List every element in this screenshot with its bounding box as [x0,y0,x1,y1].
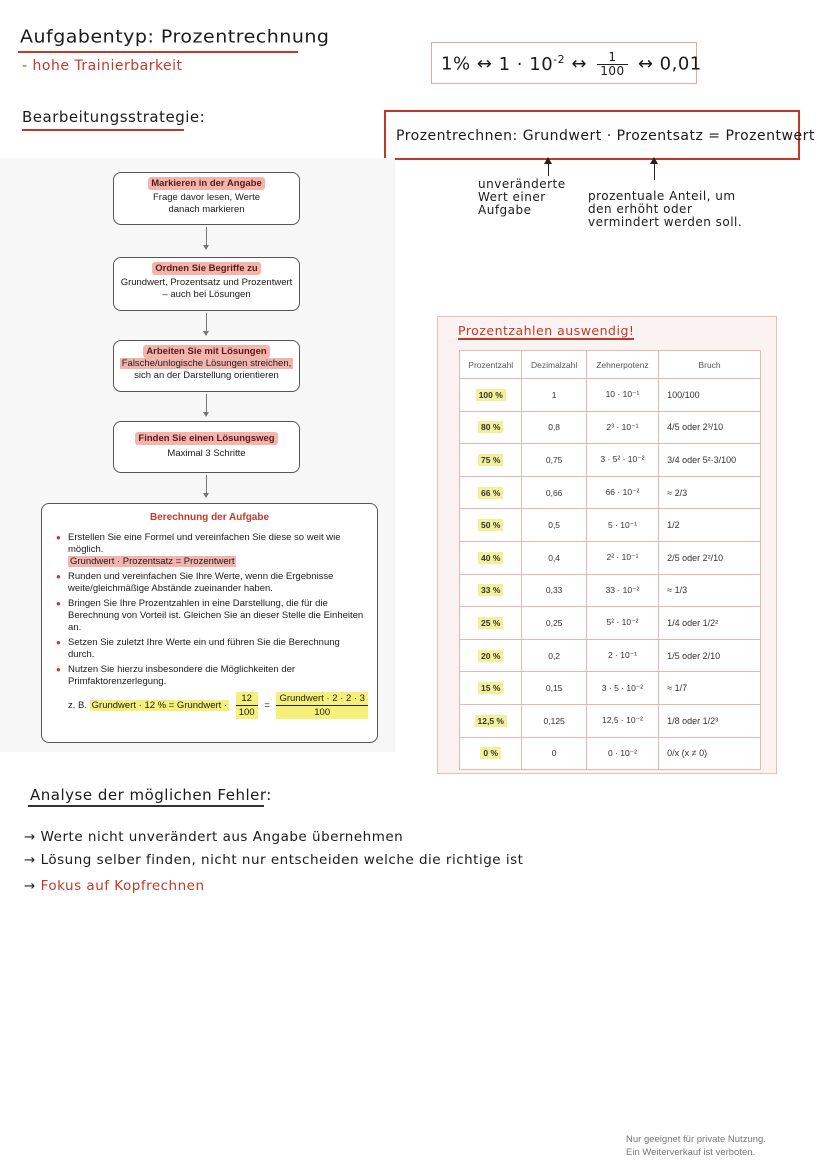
list-item: ● Runden und vereinfachen Sie Ihre Werte, wenn die Ergebnisse weite/gleichmäßige Abstände zueinander haben. [68,571,365,595]
note-prozentsatz: prozentuale Anteil, um den erhöht oder vermindert werden soll. [588,189,743,229]
flow-step-berechnung [41,503,378,743]
conversion-line [441,51,702,78]
arrow-down-icon [206,313,207,335]
analysis-heading: Analyse der möglichen Fehler: [30,786,272,804]
flow-step-text: Maximal 3 Schritte [167,448,246,459]
page-title: Aufgabentyp: Prozentrechnung [20,26,330,48]
cell-percent: 75 % [460,444,522,477]
cell-percent: 66 % [460,476,522,509]
flow-step-title: Finden Sie einen Lösungsweg [135,432,277,445]
arrow-icon: ↔ [476,53,493,75]
cell-fraction: 0/x (x ≠ 0) [659,737,761,770]
table-header-row [460,351,761,379]
flow-step-markieren [113,172,300,225]
column-header: Prozentzahl [460,351,522,379]
title-underline [18,51,298,53]
arrow-down-icon [206,394,207,416]
cell-power: 33 · 10⁻² [586,574,658,607]
note-grundwert: unveränderte Wert einer Aufgabe [478,177,566,217]
cell-decimal: 0,5 [522,509,586,542]
strategy-heading: Bearbeitungsstrategie: [22,108,206,126]
cell-fraction: 100/100 [659,379,761,412]
column-header: Zehnerpotenz [586,351,658,379]
cell-power: 66 · 10⁻² [586,476,658,509]
cell-percent: 100 % [460,379,522,412]
cell-percent: 50 % [460,509,522,542]
table-title-underline [458,338,634,340]
cell-power: 3 · 5² · 10⁻² [586,444,658,477]
cell-fraction: 1/2 [659,509,761,542]
cell-decimal: 0,25 [522,607,586,640]
arrow-icon: ↔ [637,53,654,75]
cell-percent: 12,5 % [460,704,522,737]
cell-power: 0 · 10⁻² [586,737,658,770]
cell-decimal: 0,4 [522,541,586,574]
analysis-item: → Lösung selber finden, nicht nur entscheiden welche die richtige ist [24,852,524,868]
cell-percent: 25 % [460,607,522,640]
table-row [460,574,761,607]
table-row [460,607,761,640]
cell-decimal: 0,15 [522,672,586,705]
table-row [460,476,761,509]
list-item: ● Nutzen Sie hierzu insbesondere die Möglichkeiten der Primfaktorenzerlegung. [68,664,365,688]
footer-note: Nur geeignet für private Nutzung. Ein Weiterverkauf ist verboten. [626,1134,766,1158]
table-row [460,737,761,770]
cell-fraction: 1/4 oder 1/2² [659,607,761,640]
flow-step-title: Markieren in der Angabe [148,177,265,190]
percent-table [459,350,761,770]
conversion-percent: 1% [441,53,471,75]
cell-percent: 0 % [460,737,522,770]
table-row [460,379,761,412]
cell-decimal: 0,125 [522,704,586,737]
table-title: Prozentzahlen auswendig! [458,323,635,338]
flow-step-title: Arbeiten Sie mit Lösungen [143,345,269,358]
cell-decimal: 0,66 [522,476,586,509]
flow-step-text: sich an der Darstellung orientieren [134,370,279,381]
cell-decimal: 0,33 [522,574,586,607]
cell-percent: 33 % [460,574,522,607]
column-header: Dezimalzahl [522,351,586,379]
cell-percent: 40 % [460,541,522,574]
cell-fraction: 2/5 oder 2²/10 [659,541,761,574]
cell-percent: 80 % [460,411,522,444]
list-item: ● Erstellen Sie eine Formel und vereinfachen Sie diese so weit wie möglich. Grundwert · Prozentsatz = Prozentwert [68,532,365,568]
cell-power: 5² · 10⁻² [586,607,658,640]
table-row [460,541,761,574]
arrow-down-icon [206,475,207,497]
strategy-underline [22,129,184,131]
cell-power: 5 · 10⁻¹ [586,509,658,542]
cell-fraction: 1/8 oder 1/2³ [659,704,761,737]
cell-fraction: ≈ 1/3 [659,574,761,607]
cell-decimal: 0,8 [522,411,586,444]
flow-step-text: Frage davor lesen, Werte danach markieren [152,192,260,215]
arrow-icon: ↔ [571,53,587,75]
cell-decimal: 1 [522,379,586,412]
subtitle: - hohe Trainierbarkeit [22,58,183,74]
conversion-power: $1 \cdot 10^{-2}$ [498,52,566,75]
arrow-down-icon [206,227,207,249]
arrow-up-icon [654,158,655,180]
flow-step-text: Falsche/unlogische Lösungen streichen, [121,358,292,369]
list-item: ● Bringen Sie Ihre Prozentzahlen in eine Darstellung, die für die Berechnung von Vorteil ist. Gleichen Sie an dieser Stelle die Einheiten an. [68,598,365,634]
table-row [460,639,761,672]
table-row [460,444,761,477]
formula-text: Prozentrechnen: Grundwert · Prozentsatz = Prozentwert [396,128,815,144]
flow-step-loesungsweg [113,421,300,473]
flow-step-title: Berechnung der Aufgabe [149,512,270,523]
cell-fraction: ≈ 2/3 [659,476,761,509]
conversion-fraction: $\frac{1}{100}$ [597,51,627,78]
cell-fraction: 1/5 oder 2/10 [659,639,761,672]
column-header: Bruch [659,351,761,379]
analysis-item: → Fokus auf Kopfrechnen [24,878,205,894]
calc-example: z. B. Grundwert · 12 % = Grundwert · $\frac{12}{100}$ = $\frac{\text{Grundwert · 2 · 2 · 3}}{100}$ [54,692,365,719]
cell-decimal: 0,2 [522,639,586,672]
cell-fraction: 4/5 oder 2³/10 [659,411,761,444]
cell-decimal: 0 [522,737,586,770]
flow-step-text: Grundwert, Prozentsatz und Prozentwert – auch bei Lösungen [120,277,293,300]
arrow-up-icon [548,158,549,176]
list-item: ● Setzen Sie zuletzt Ihre Werte ein und führen Sie die Berechnung durch. [68,637,365,661]
conversion-decimal: 0,01 [659,53,702,75]
cell-percent: 15 % [460,672,522,705]
cell-power: 2² · 10⁻¹ [586,541,658,574]
table-row [460,411,761,444]
cell-power: 2 · 10⁻¹ [586,639,658,672]
flow-step-ordnen [113,257,300,311]
analysis-underline [28,805,264,807]
cell-percent: 20 % [460,639,522,672]
flow-step-loesungen [113,340,300,392]
cell-power: 12,5 · 10⁻² [586,704,658,737]
cell-fraction: ≈ 1/7 [659,672,761,705]
table-row [460,509,761,542]
cell-power: 10 · 10⁻¹ [586,379,658,412]
cell-fraction: 3/4 oder 5²·3/100 [659,444,761,477]
table-row [460,672,761,705]
flow-step-title: Ordnen Sie Begriffe zu [152,262,260,275]
table-row [460,704,761,737]
analysis-item: → Werte nicht unverändert aus Angabe übernehmen [24,829,404,845]
cell-power: 3 · 5 · 10⁻² [586,672,658,705]
cell-power: 2³ · 10⁻¹ [586,411,658,444]
cell-decimal: 0,75 [522,444,586,477]
